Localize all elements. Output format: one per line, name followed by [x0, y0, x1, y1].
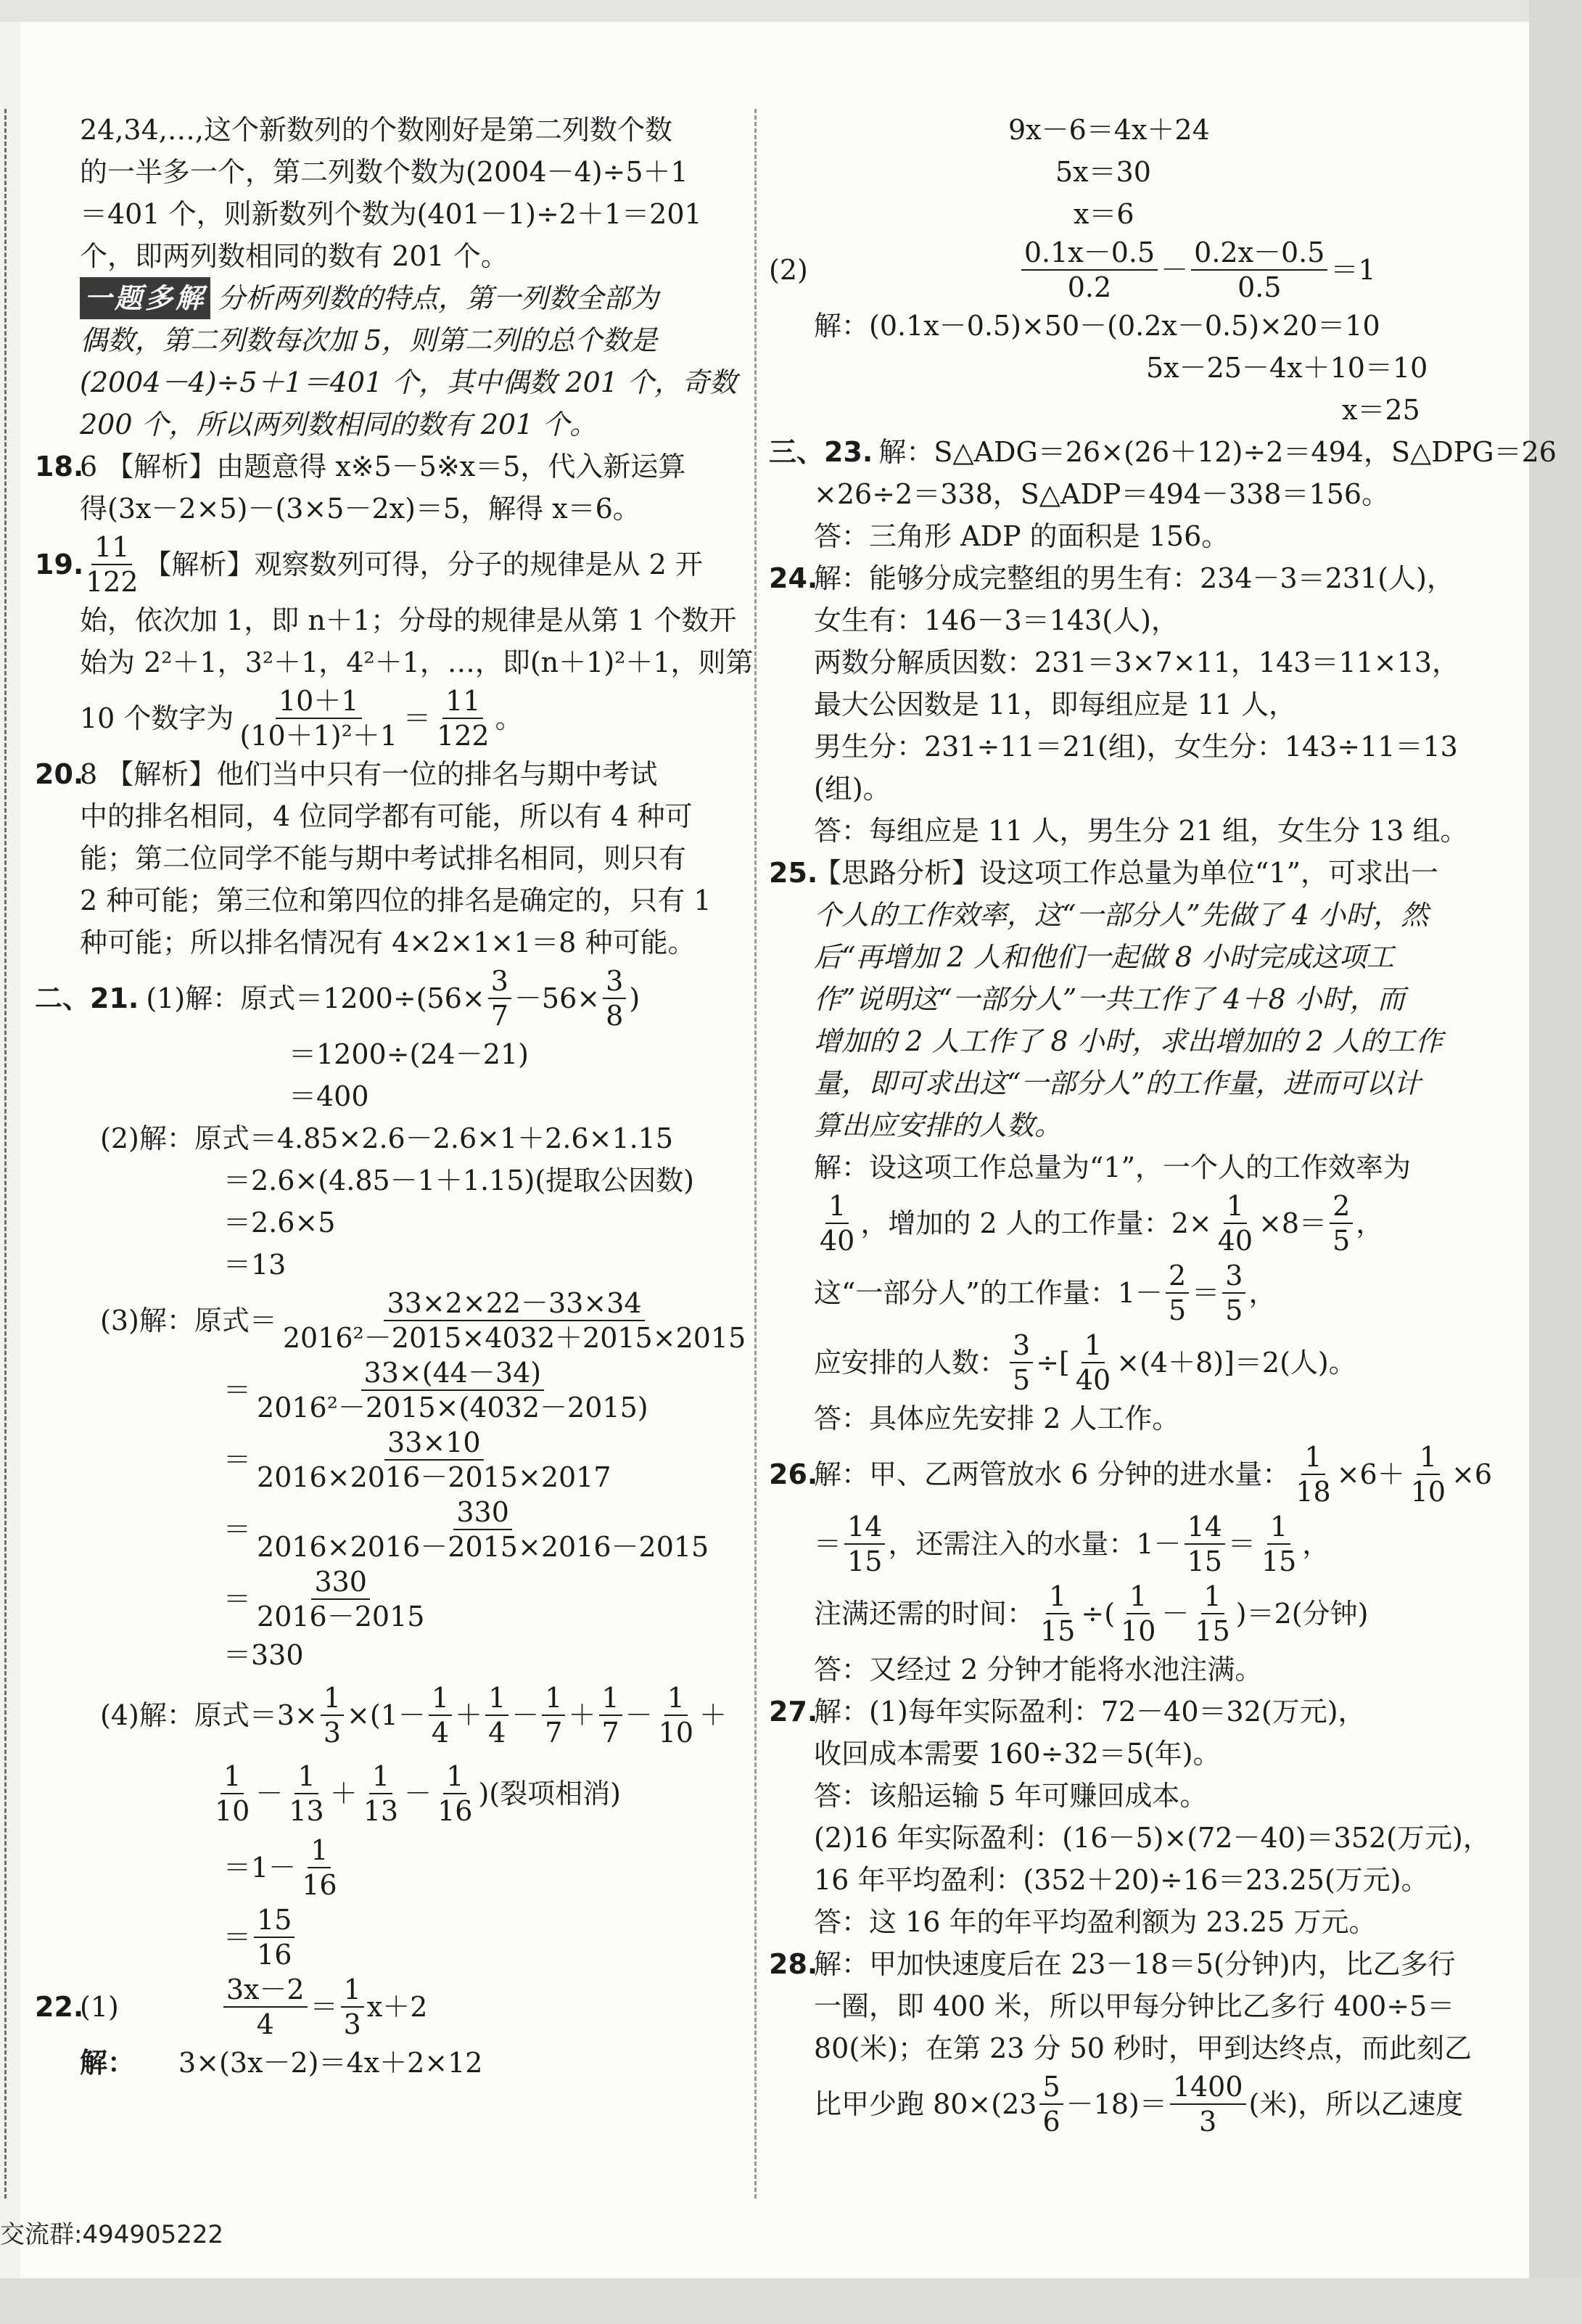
operator: － [1161, 254, 1189, 286]
multi-solution-line: (2004－4)÷5＋1＝401 个，其中偶数 201 个，奇数 [80, 366, 738, 398]
fraction [1191, 236, 1327, 304]
fraction [254, 1495, 712, 1564]
numerator: 33×2×22－33×34 [384, 1286, 644, 1321]
q19-line [35, 530, 731, 599]
numerator: 11 [442, 684, 483, 719]
fraction [603, 964, 626, 1032]
equals-sign: ＝ [223, 1374, 252, 1406]
q26-line: 答：又经过 2 分钟才能将水池注满。 [814, 1654, 1263, 1685]
denominator: 2016×2016－2015×2016－2015 [257, 1531, 709, 1563]
question-number: 25. [769, 857, 818, 889]
fraction [1408, 1440, 1449, 1508]
q27-line: 答：这 16 年的年平均盈利额为 23.25 万元。 [814, 1906, 1377, 1938]
multi-solution-text: 分析两列数的特点，第一列数全部为 [218, 282, 659, 314]
q25-line: 作”说明这“一部分人”一共工作了 4＋8 小时，而 [814, 983, 1405, 1015]
denominator: 16 [437, 1795, 473, 1827]
q22-continued-line: 9x－6＝4x＋24 [1008, 114, 1210, 146]
q21-text: ×(1－ [347, 1699, 426, 1731]
scan-bottom-edge [0, 2278, 1582, 2324]
denominator: 2016×2016－2015×2017 [257, 1461, 611, 1493]
numerator: 1 [369, 1760, 392, 1794]
operator: ＋ [329, 1778, 358, 1810]
numerator: 1 [321, 1681, 344, 1716]
numerator: 2 [1166, 1259, 1189, 1294]
fraction [236, 684, 400, 752]
q25-text: 应安排的人数： [814, 1347, 1008, 1379]
q21-2-line: ＝13 [223, 1249, 287, 1281]
section-number: 三、23. [769, 436, 873, 468]
fraction [485, 1681, 508, 1749]
question-number: 27. [769, 1696, 818, 1728]
q21-3-line [35, 1564, 731, 1634]
numerator: 1 [1301, 1440, 1324, 1475]
q17-continued-line: 个，即两列数相同的数有 201 个。 [80, 240, 508, 272]
q25-line: 量，即可求出这“一部分人”的工作量，进而可以计 [814, 1067, 1421, 1099]
q25-text: ， [1248, 1277, 1277, 1309]
q26-text: ×6＋ [1336, 1458, 1405, 1490]
denominator: 40 [820, 1225, 855, 1257]
denominator: 2016²－2015×4032＋2015×2015 [282, 1322, 746, 1354]
denominator: 15 [1261, 1545, 1297, 1577]
q18-text: 6 【解析】由题意得 x※5－5※x＝5，代入新运算 [80, 451, 686, 483]
q22-line [35, 1972, 731, 2042]
q25-text: ，增加的 2 人的工作量：2× [860, 1207, 1212, 1239]
numerator: 10＋1 [276, 684, 362, 719]
fraction [223, 1973, 308, 2041]
operator: － [404, 1778, 432, 1810]
q21-text: (1)解：原式＝1200÷(56× [146, 982, 485, 1014]
denominator: 0.5 [1237, 271, 1282, 303]
equals-sign: ＝ [1227, 1528, 1256, 1560]
fraction [1192, 1580, 1232, 1648]
q25-text: ×(4＋8)]＝2(人)。 [1116, 1347, 1356, 1379]
q20-line: 2 种可能；第三位和第四位的排名是确定的，只有 1 [80, 884, 712, 916]
fraction [817, 1189, 857, 1257]
denominator: 16 [257, 1939, 292, 1971]
fraction [1330, 1189, 1353, 1257]
numerator: 33×10 [384, 1426, 484, 1461]
denominator: 0.2 [1067, 271, 1112, 303]
denominator: 122 [86, 566, 139, 598]
denominator: 15 [1187, 1545, 1222, 1577]
denominator: 2016²－2015×(4032－2015) [257, 1392, 648, 1424]
q17-continued-line: 24,34,…,这个新数列的个数刚好是第二列数个数 [80, 114, 672, 146]
q27-text: 解：(1)每年实际盈利：72－40＝32(万元)， [814, 1696, 1366, 1728]
question-number: 20. [35, 758, 84, 790]
operator: ＋ [455, 1699, 483, 1731]
denominator: 18 [1295, 1476, 1331, 1508]
q27-line: (2)16 年实际盈利：(16－5)×(72－40)＝352(万元)， [814, 1822, 1491, 1854]
fraction [542, 1681, 565, 1749]
fraction [429, 1681, 452, 1749]
numerator: 1 [664, 1681, 688, 1716]
part-label: (2) [769, 254, 808, 286]
q26-text: ÷( [1081, 1598, 1116, 1630]
q28-line [769, 1943, 1516, 1985]
denominator: 122 [437, 720, 490, 752]
multi-solution-line [35, 277, 731, 319]
fraction [1222, 1259, 1245, 1327]
operator: ＋ [568, 1699, 596, 1731]
numerator: 1 [1417, 1440, 1440, 1475]
fraction [1170, 2070, 1246, 2138]
q27-line [769, 1691, 1516, 1733]
fraction [1258, 1510, 1299, 1578]
solution-label: 解： [80, 2046, 136, 2079]
numerator: 0.1x－0.5 [1021, 236, 1158, 271]
q25-line: 增加的 2 人工作了 8 小时，求出增加的 2 人的工作 [814, 1025, 1443, 1057]
q21-text: (4)解：原式＝3× [100, 1699, 318, 1731]
q21-4-line [35, 1902, 731, 1972]
q21-2-line: ＝2.6×(4.85－1＋1.15)(提取公因数) [223, 1165, 694, 1196]
numerator: 33×(44－34) [361, 1356, 545, 1391]
equals-sign: ＝ [403, 702, 432, 734]
q27-line: 收回成本需要 160÷32＝5(年)。 [814, 1738, 1221, 1770]
fraction [299, 1834, 339, 1902]
multi-solution-badge: 一题多解 [80, 277, 210, 319]
q21-3-line: ＝330 [223, 1639, 304, 1671]
denominator: 6 [1042, 2106, 1060, 2138]
q21-text: －56× [514, 982, 601, 1014]
q20-line [35, 753, 731, 795]
q22-text: x＋2 [366, 1991, 428, 2023]
question-number: 24. [769, 562, 818, 594]
numerator: 1 [429, 1681, 452, 1716]
fraction [1185, 1510, 1225, 1578]
q28-line [769, 2069, 1516, 2139]
fraction [1021, 236, 1158, 304]
q26-line [769, 1440, 1516, 1509]
q26-text: ×6 [1451, 1458, 1493, 1490]
q22-2-line: 5x－25－4x＋10＝10 [1146, 352, 1428, 384]
denominator: 15 [1195, 1615, 1230, 1647]
numerator: 1 [221, 1760, 244, 1794]
numerator: 1 [1224, 1189, 1247, 1224]
q23-text: 解：S△ADG＝26×(26＋12)÷2＝494，S△DPG＝26 [878, 436, 1557, 468]
q27-line: 答：该船运输 5 年可赚回成本。 [814, 1780, 1208, 1812]
equals-sign: ＝ [310, 1991, 338, 2023]
fraction [361, 1760, 401, 1828]
question-number: 19. [35, 549, 84, 580]
fraction [341, 1973, 364, 2041]
numerator: 1 [1201, 1580, 1224, 1614]
operator: － [511, 1699, 540, 1731]
q24-line [769, 557, 1516, 599]
fraction [321, 1681, 344, 1749]
q24-line: 答：每组应是 11 人，男生分 21 组，女生分 13 组。 [814, 815, 1468, 847]
q28-text: 解：甲加快速度后在 23－18＝5(分钟)内，比乙多行 [814, 1948, 1456, 1980]
fraction [434, 684, 493, 752]
q22-continued-line: 5x＝30 [1055, 156, 1151, 188]
numerator: 14 [844, 1510, 885, 1545]
q18-line [35, 445, 731, 488]
q25-line [769, 1258, 1516, 1328]
right-column [769, 109, 1557, 2139]
q21-2-line: ＝2.6×5 [223, 1207, 336, 1239]
q25-text: 这“一部分人”的工作量：1－ [814, 1277, 1163, 1309]
numerator: 1 [341, 1973, 364, 2008]
fraction [254, 1903, 294, 1971]
denominator: 13 [363, 1795, 399, 1827]
q21-1-line [35, 964, 731, 1033]
denominator: 10 [1121, 1615, 1156, 1647]
denominator: 7 [490, 1000, 508, 1032]
q22-text: 3×(3x－2)＝4x＋2×12 [178, 2047, 483, 2079]
q21-4-line [35, 1754, 731, 1833]
fraction [434, 1760, 475, 1828]
q26-text: )＝2(分钟) [1235, 1598, 1369, 1630]
equals-sign: ＝ [223, 1514, 252, 1545]
denominator: 5 [1225, 1294, 1243, 1326]
numerator: 330 [311, 1565, 370, 1600]
fraction [280, 1286, 749, 1355]
denominator: 7 [545, 1717, 563, 1749]
q27-line: 16 年平均盈利：(352＋20)÷16＝23.25(万元)。 [814, 1864, 1429, 1896]
q28-text: －18)＝ [1066, 2088, 1167, 2120]
q26-text: 解：甲、乙两管放水 6 分钟的进水量： [814, 1458, 1290, 1490]
q20-text: 8 【解析】他们当中只有一位的排名与期中考试 [80, 758, 658, 790]
numerator: 15 [254, 1903, 294, 1938]
q26-text: 注满还需的时间： [814, 1598, 1035, 1630]
numerator: 0.2x－0.5 [1191, 236, 1327, 271]
q25-line: 个人的工作效率，这“一部分人”先做了 4 小时，然 [814, 899, 1429, 931]
q21-3-line [35, 1425, 731, 1495]
question-number: 18. [35, 451, 84, 483]
q25-line: 后“再增加 2 人和他们一起做 8 小时完成这项工 [814, 941, 1395, 973]
q20-line: 中的排名相同，4 位同学都有可能，所以有 4 种可 [80, 800, 693, 832]
q26-text: ， [1302, 1528, 1330, 1560]
q19-line: 始，依次加 1，即 n＋1；分母的规律是从第 1 个数开 [80, 604, 737, 636]
fraction [1039, 2070, 1063, 2138]
q25-line [769, 1328, 1516, 1397]
numerator: 2 [1330, 1189, 1353, 1224]
fraction [254, 1565, 427, 1633]
denominator: 5 [1169, 1294, 1187, 1326]
numerator: 3x－2 [223, 1973, 308, 2008]
q20-line: 能；第二位同学不能与期中考试排名相同，则只有 [80, 842, 687, 874]
numerator: 1 [825, 1189, 849, 1224]
numerator: 1 [1046, 1580, 1069, 1614]
q24-line: (组)。 [814, 773, 891, 805]
numerator: 1 [1267, 1510, 1290, 1545]
column-divider [754, 109, 757, 2198]
numerator: 3 [1010, 1329, 1033, 1363]
denominator: 40 [1075, 1364, 1111, 1396]
q21-3-line [35, 1355, 731, 1425]
q23-line [769, 431, 1557, 473]
fraction [1073, 1329, 1113, 1397]
numerator: 1 [485, 1681, 508, 1716]
numerator: 1 [599, 1681, 622, 1716]
q17-continued-line: 的一半多一个，第二列数个数为(2004－4)÷5＋1 [80, 156, 688, 188]
binding-line [4, 109, 9, 2198]
q19-line: 始为 2²＋1，3²＋1，4²＋1，…，即(n＋1)²＋1，则第 [80, 646, 754, 678]
equals-sign: ＝ [814, 1528, 842, 1560]
q25-line [769, 1188, 1516, 1258]
q28-text: 比甲少跑 80×(23 [814, 2088, 1037, 2120]
q26-line [769, 1579, 1516, 1648]
q22-2-line [769, 235, 1516, 305]
denominator: 10 [215, 1795, 250, 1827]
q20-line: 种可能；所以排名情况有 4×2×1×1＝8 种可能。 [80, 927, 696, 958]
equals-sign: ＝ [223, 1444, 252, 1476]
fraction [488, 964, 511, 1032]
scan-top-edge [0, 0, 1582, 22]
q24-line: 最大公因数是 11，即每组应是 11 人， [814, 689, 1296, 720]
denominator: 16 [302, 1869, 337, 1901]
q26-line [769, 1509, 1516, 1579]
fraction [599, 1681, 622, 1749]
operator: － [255, 1778, 284, 1810]
q23-line: 答：三角形 ADP 的面积是 156。 [814, 520, 1229, 552]
q22-2-line: x＝25 [1342, 394, 1420, 426]
denominator: 5 [1013, 1364, 1031, 1396]
numerator: 14 [1185, 1510, 1225, 1545]
numerator: 1 [542, 1681, 565, 1716]
left-column [35, 109, 754, 2084]
numerator: 1 [1082, 1329, 1105, 1363]
denominator: 4 [488, 1717, 506, 1749]
q24-text: 解：能够分成完整组的男生有：234－3＝231(人)， [814, 562, 1454, 594]
fraction [656, 1681, 696, 1749]
q28-text: (米)，所以乙速度 [1248, 2088, 1464, 2120]
q21-text: ＝1－ [223, 1852, 297, 1884]
q28-line: 一圈，即 400 米，所以甲每分钟比乙多行 400÷5＝ [814, 1990, 1455, 2022]
q25-text: 【思路分析】设这项工作总量为单位“1”，可求出一 [814, 857, 1439, 889]
numerator: 11 [91, 530, 132, 565]
q22-line [35, 2042, 731, 2084]
q21-3-line [35, 1286, 746, 1355]
denominator: 40 [1217, 1225, 1253, 1257]
fraction [254, 1356, 651, 1424]
denominator: 8 [606, 1000, 624, 1032]
numerator: 5 [1039, 2070, 1063, 2105]
q25-line: 解：设这项工作总量为“1”，一个人的工作效率为 [814, 1151, 1412, 1183]
q25-text: ×8＝ [1258, 1207, 1327, 1239]
footer-group-number: 交流群:494905222 [0, 2220, 224, 2249]
equals-sign: ＝ [223, 1583, 252, 1615]
q22-continued-line: x＝6 [1074, 198, 1134, 230]
numerator: 3 [603, 964, 626, 999]
numerator: 3 [1222, 1259, 1245, 1294]
denominator: 10 [658, 1717, 694, 1749]
numerator: 1 [308, 1834, 331, 1868]
period: 。 [495, 702, 523, 734]
fraction [1010, 1329, 1033, 1397]
fraction [286, 1760, 326, 1828]
q19-text: 10 个数字为 [80, 702, 234, 734]
q25-line: 算出应安排的人数。 [814, 1109, 1063, 1141]
operator: ＋ [699, 1699, 728, 1731]
numerator: 1 [443, 1760, 466, 1794]
fraction [1037, 1580, 1078, 1648]
numerator: 1 [1126, 1580, 1150, 1614]
denominator: 15 [1040, 1615, 1076, 1647]
q21-2-line: (2)解：原式＝4.85×2.6－2.6×1＋2.6×1.15 [100, 1122, 674, 1154]
multi-solution-line: 200 个，所以两列数相同的数有 201 个。 [80, 408, 598, 440]
numerator: 1400 [1170, 2070, 1246, 2105]
operator: － [1161, 1598, 1190, 1630]
denominator: 4 [431, 1717, 450, 1749]
operator: － [625, 1699, 653, 1731]
denominator: 3 [323, 1717, 342, 1749]
fraction [254, 1426, 614, 1494]
numerator: 3 [488, 964, 511, 999]
denominator: 4 [256, 2008, 274, 2040]
q17-continued-line: ＝401 个，则新数列个数为(401－1)÷2＋1＝201 [80, 198, 702, 230]
q21-1-line: ＝400 [289, 1080, 369, 1112]
equals-sign: ＝ [1192, 1277, 1220, 1309]
q25-line [769, 852, 1516, 894]
q21-text: ) [629, 982, 640, 1014]
multi-solution-line: 偶数，第二列数每次加 5，则第二列的总个数是 [80, 324, 658, 356]
q28-line: 80(米)；在第 23 分 50 秒时，甲到达终点，而此刻乙 [814, 2032, 1472, 2064]
denominator: 3 [1199, 2106, 1217, 2138]
q21-text: )(裂项相消) [478, 1778, 621, 1810]
denominator: (10＋1)²＋1 [239, 720, 398, 752]
q19-answer-fraction [83, 530, 141, 599]
q18-line: 得(3x－2×5)－(3×5－2x)＝5，解得 x＝6。 [80, 493, 640, 525]
q22-text: (1) [80, 1991, 119, 2023]
q21-4-line [35, 1833, 731, 1902]
q22-text: ＝1 [1330, 254, 1376, 286]
q26-text: ，还需注入的水量：1－ [888, 1528, 1182, 1560]
q23-line: ×26÷2＝338，S△ADP＝494－338＝156。 [814, 478, 1390, 510]
q24-line: 女生有：146－3＝143(人)， [814, 604, 1179, 636]
fraction [1215, 1189, 1256, 1257]
denominator: 5 [1332, 1225, 1351, 1257]
q21-text: (3)解：原式＝ [100, 1305, 277, 1336]
fraction [212, 1760, 252, 1828]
question-number: 28. [769, 1948, 818, 1980]
denominator: 2016－2015 [257, 1601, 425, 1633]
q19-line [35, 683, 731, 753]
denominator: 10 [1410, 1476, 1446, 1508]
q21-4-line [35, 1676, 731, 1754]
q25-text: ÷[ [1036, 1347, 1070, 1379]
q25-line: 答：具体应先安排 2 人工作。 [814, 1403, 1180, 1434]
q21-1-line: ＝1200÷(24－21) [289, 1038, 529, 1070]
equals-sign: ＝ [223, 1921, 252, 1953]
q24-line: 两数分解质因数：231＝3×7×11，143＝11×13， [814, 646, 1459, 678]
denominator: 15 [847, 1545, 883, 1577]
q21-3-line [35, 1495, 731, 1564]
q22-2-line: 解：(0.1x－0.5)×50－(0.2x－0.5)×20＝10 [814, 310, 1380, 342]
fraction [1293, 1440, 1333, 1508]
fraction [1166, 1259, 1189, 1327]
fraction [1118, 1580, 1158, 1648]
denominator: 7 [601, 1717, 619, 1749]
denominator: 13 [289, 1795, 324, 1827]
question-number: 22. [35, 1991, 84, 2023]
q19-text: 【解析】观察数列可得，分子的规律是从 2 开 [144, 549, 703, 580]
numerator: 1 [294, 1760, 318, 1794]
numerator: 330 [453, 1495, 512, 1530]
fraction [844, 1510, 885, 1578]
q24-line: 男生分：231÷11＝21(组)，女生分：143÷11＝13 [814, 731, 1458, 763]
scan-right-edge [1529, 0, 1582, 2324]
section-number: 二、21. [35, 982, 139, 1014]
q25-text: ， [1356, 1207, 1384, 1239]
question-number: 26. [769, 1458, 818, 1490]
denominator: 3 [343, 2008, 361, 2040]
